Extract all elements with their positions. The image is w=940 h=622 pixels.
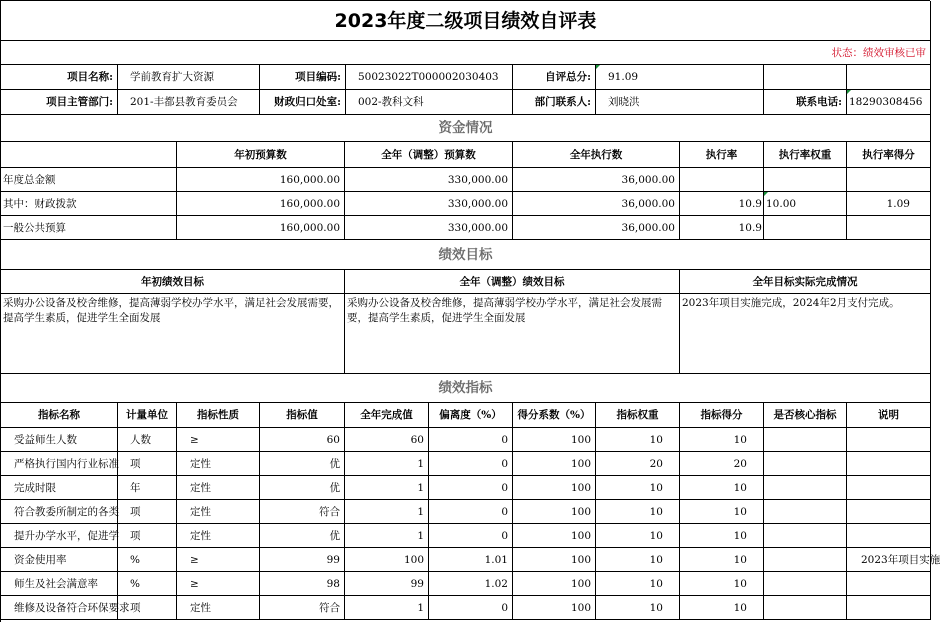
indicator-cell-nature: 定性	[177, 596, 260, 620]
indicator-cell-score: 10	[680, 524, 764, 548]
project-code-label: 项目编码:	[260, 65, 346, 90]
indicator-cell-value: 符合	[260, 596, 345, 620]
indicator-cell-note	[847, 572, 931, 596]
dept-label: 项目主管部门:	[1, 90, 118, 115]
indicator-cell-name: 资金使用率	[1, 548, 118, 572]
indicator-cell-dev: 1.02	[429, 572, 513, 596]
indicator-cell-unit: 项	[118, 452, 177, 476]
indicator-cell-dev: 0	[429, 428, 513, 452]
cell-note-marker	[847, 90, 851, 94]
indicator-cell-core	[764, 548, 847, 572]
indicator-cell-note	[847, 452, 931, 476]
ind-header-unit: 计量单位	[118, 403, 177, 428]
indicator-cell-nature: ≥	[177, 428, 260, 452]
funds-row-initial: 160,000.00	[177, 168, 345, 192]
cell-note-marker	[596, 65, 600, 69]
indicator-cell-name: 提升办学水平，促进学	[1, 524, 118, 548]
indicator-cell-weight: 10	[596, 500, 680, 524]
indicator-cell-note	[847, 596, 931, 620]
funds-row-name: 年度总金额	[1, 168, 177, 192]
indicator-cell-note	[847, 428, 931, 452]
funds-row-score: 1.09	[847, 192, 931, 216]
indicator-cell-done: 1	[345, 524, 429, 548]
indicator-cell-dev: 0	[429, 452, 513, 476]
indicator-cell-dev: 0	[429, 596, 513, 620]
indicator-cell-weight: 10	[596, 476, 680, 500]
indicator-cell-done: 1	[345, 596, 429, 620]
indicator-cell-unit: %	[118, 572, 177, 596]
project-code-value: 50023022T000002030403	[346, 65, 513, 90]
funds-row-executed: 36,000.00	[513, 216, 680, 240]
indicator-cell-coef: 100	[513, 428, 596, 452]
indicator-cell-coef: 100	[513, 500, 596, 524]
indicator-cell-unit: 年	[118, 476, 177, 500]
project-name-label: 项目名称:	[1, 65, 118, 90]
funds-header-adjusted: 全年（调整）预算数	[345, 142, 513, 168]
funds-row-score	[847, 168, 931, 192]
indicator-cell-core	[764, 500, 847, 524]
goals-initial-text: 采购办公设备及校舍维修，提高薄弱学校办学水平，满足社会发展需要，提高学生素质，促进学生全面发展	[1, 294, 345, 374]
ind-header-note: 说明	[847, 403, 931, 428]
indicator-cell-value: 符合	[260, 500, 345, 524]
indicator-cell-coef: 100	[513, 596, 596, 620]
indicator-cell-unit: 人数	[118, 428, 177, 452]
funds-row-initial: 160,000.00	[177, 216, 345, 240]
goals-actual-text: 2023年项目实施完成，2024年2月支付完成。	[680, 294, 931, 374]
indicator-cell-name: 维修及设备符合环保要求	[1, 596, 118, 620]
indicator-cell-value: 优	[260, 452, 345, 476]
indicator-cell-unit: %	[118, 548, 177, 572]
funds-header-blank	[1, 142, 177, 168]
dept-value: 201-丰都县教育委员会	[118, 90, 260, 115]
funds-row-name: 其中：财政拨款	[1, 192, 177, 216]
indicator-cell-value: 60	[260, 428, 345, 452]
funds-row-rate: 10.9	[680, 192, 764, 216]
funds-row-executed: 36,000.00	[513, 168, 680, 192]
goals-header-adjusted: 全年（调整）绩效目标	[345, 270, 680, 294]
page-title: 2023年度二级项目绩效自评表	[1, 1, 931, 41]
ind-header-score: 指标得分	[680, 403, 764, 428]
indicator-cell-nature: 定性	[177, 476, 260, 500]
ind-header-deviation: 偏离度（%）	[429, 403, 513, 428]
indicator-cell-core	[764, 428, 847, 452]
funds-row-rate	[680, 168, 764, 192]
indicator-cell-done: 1	[345, 476, 429, 500]
ind-header-name: 指标名称	[1, 403, 118, 428]
phone-value: 18290308456	[847, 90, 931, 115]
indicator-cell-score: 10	[680, 476, 764, 500]
indicator-cell-nature: 定性	[177, 500, 260, 524]
indicator-cell-core	[764, 476, 847, 500]
funds-row-adjusted: 330,000.00	[345, 168, 513, 192]
indicator-cell-note: 2023年项目实施	[847, 548, 931, 572]
indicator-cell-unit: 项	[118, 596, 177, 620]
indicator-cell-done: 1	[345, 500, 429, 524]
self-score-value: 91.09	[596, 65, 764, 90]
self-score-label: 自评总分:	[513, 65, 596, 90]
indicator-cell-score: 10	[680, 428, 764, 452]
funds-row-weight	[764, 216, 847, 240]
indicator-cell-core	[764, 524, 847, 548]
indicator-cell-core	[764, 572, 847, 596]
indicator-cell-name: 受益师生人数	[1, 428, 118, 452]
finance-office-label: 财政归口处室:	[260, 90, 346, 115]
cell-note-marker	[764, 192, 768, 196]
indicator-cell-dev: 0	[429, 476, 513, 500]
indicator-cell-core	[764, 596, 847, 620]
indicator-cell-note	[847, 476, 931, 500]
indicator-cell-core	[764, 452, 847, 476]
indicator-cell-weight: 10	[596, 524, 680, 548]
indicator-cell-weight: 10	[596, 572, 680, 596]
goals-adjusted-text: 采购办公设备及校舍维修，提高薄弱学校办学水平，满足社会发展需要，提高学生素质，促进学生全面发展	[345, 294, 680, 374]
funds-row-weight: 10.00	[764, 192, 847, 216]
indicator-cell-coef: 100	[513, 524, 596, 548]
funds-row-weight	[764, 168, 847, 192]
funds-header-executed: 全年执行数	[513, 142, 680, 168]
indicator-cell-score: 10	[680, 572, 764, 596]
funds-row-executed: 36,000.00	[513, 192, 680, 216]
indicator-cell-weight: 10	[596, 428, 680, 452]
funds-row-name: 一般公共预算	[1, 216, 177, 240]
indicator-cell-done: 60	[345, 428, 429, 452]
indicator-cell-nature: ≥	[177, 572, 260, 596]
indicator-cell-value: 优	[260, 524, 345, 548]
funds-row-rate: 10.9	[680, 216, 764, 240]
funds-row-adjusted: 330,000.00	[345, 192, 513, 216]
finance-office-value: 002-教科文科	[346, 90, 513, 115]
indicator-cell-nature: 定性	[177, 524, 260, 548]
indicator-cell-note	[847, 524, 931, 548]
funds-header-score: 执行率得分	[847, 142, 931, 168]
funds-section-title: 资金情况	[1, 115, 931, 142]
indicator-cell-coef: 100	[513, 476, 596, 500]
indicator-cell-value: 98	[260, 572, 345, 596]
indicator-cell-score: 10	[680, 500, 764, 524]
ind-header-coef: 得分系数（%）	[513, 403, 596, 428]
goals-header-actual: 全年目标实际完成情况	[680, 270, 931, 294]
funds-row-initial: 160,000.00	[177, 192, 345, 216]
project-name-value: 学前教育扩大资源	[118, 65, 260, 90]
indicator-cell-nature: 定性	[177, 452, 260, 476]
indicator-cell-done: 1	[345, 452, 429, 476]
contact-value: 刘晓洪	[596, 90, 764, 115]
indicator-cell-coef: 100	[513, 548, 596, 572]
indicator-cell-coef: 100	[513, 452, 596, 476]
ind-header-value: 指标值	[260, 403, 345, 428]
indicators-section-title: 绩效指标	[1, 374, 931, 403]
funds-row-score	[847, 216, 931, 240]
indicator-cell-name: 符合教委所制定的各类	[1, 500, 118, 524]
indicator-cell-score: 10	[680, 596, 764, 620]
info-empty-cell	[847, 65, 931, 90]
indicator-cell-name: 严格执行国内行业标准	[1, 452, 118, 476]
contact-label: 部门联系人:	[513, 90, 596, 115]
indicator-cell-unit: 项	[118, 500, 177, 524]
indicator-cell-dev: 0	[429, 524, 513, 548]
indicator-cell-dev: 0	[429, 500, 513, 524]
indicator-cell-name: 师生及社会满意率	[1, 572, 118, 596]
indicator-cell-dev: 1.01	[429, 548, 513, 572]
phone-label: 联系电话:	[764, 90, 847, 115]
funds-row-adjusted: 330,000.00	[345, 216, 513, 240]
ind-header-nature: 指标性质	[177, 403, 260, 428]
goals-header-initial: 年初绩效目标	[1, 270, 345, 294]
ind-header-done: 全年完成值	[345, 403, 429, 428]
indicator-cell-weight: 10	[596, 548, 680, 572]
indicator-cell-value: 99	[260, 548, 345, 572]
indicator-cell-score: 20	[680, 452, 764, 476]
funds-header-initial: 年初预算数	[177, 142, 345, 168]
indicator-cell-score: 10	[680, 548, 764, 572]
indicator-cell-value: 优	[260, 476, 345, 500]
indicator-cell-note	[847, 500, 931, 524]
funds-header-rate: 执行率	[680, 142, 764, 168]
ind-header-weight: 指标权重	[596, 403, 680, 428]
status-badge: 状态：绩效审核已审	[1, 41, 931, 65]
indicator-cell-done: 100	[345, 548, 429, 572]
indicator-cell-weight: 20	[596, 452, 680, 476]
funds-header-weight: 执行率权重	[764, 142, 847, 168]
indicator-cell-done: 99	[345, 572, 429, 596]
indicator-cell-name: 完成时限	[1, 476, 118, 500]
goals-section-title: 绩效目标	[1, 240, 931, 270]
info-empty-cell	[764, 65, 847, 90]
indicator-cell-coef: 100	[513, 572, 596, 596]
indicator-cell-nature: ≥	[177, 548, 260, 572]
ind-header-core: 是否核心指标	[764, 403, 847, 428]
indicator-cell-unit: 项	[118, 524, 177, 548]
indicator-cell-weight: 10	[596, 596, 680, 620]
